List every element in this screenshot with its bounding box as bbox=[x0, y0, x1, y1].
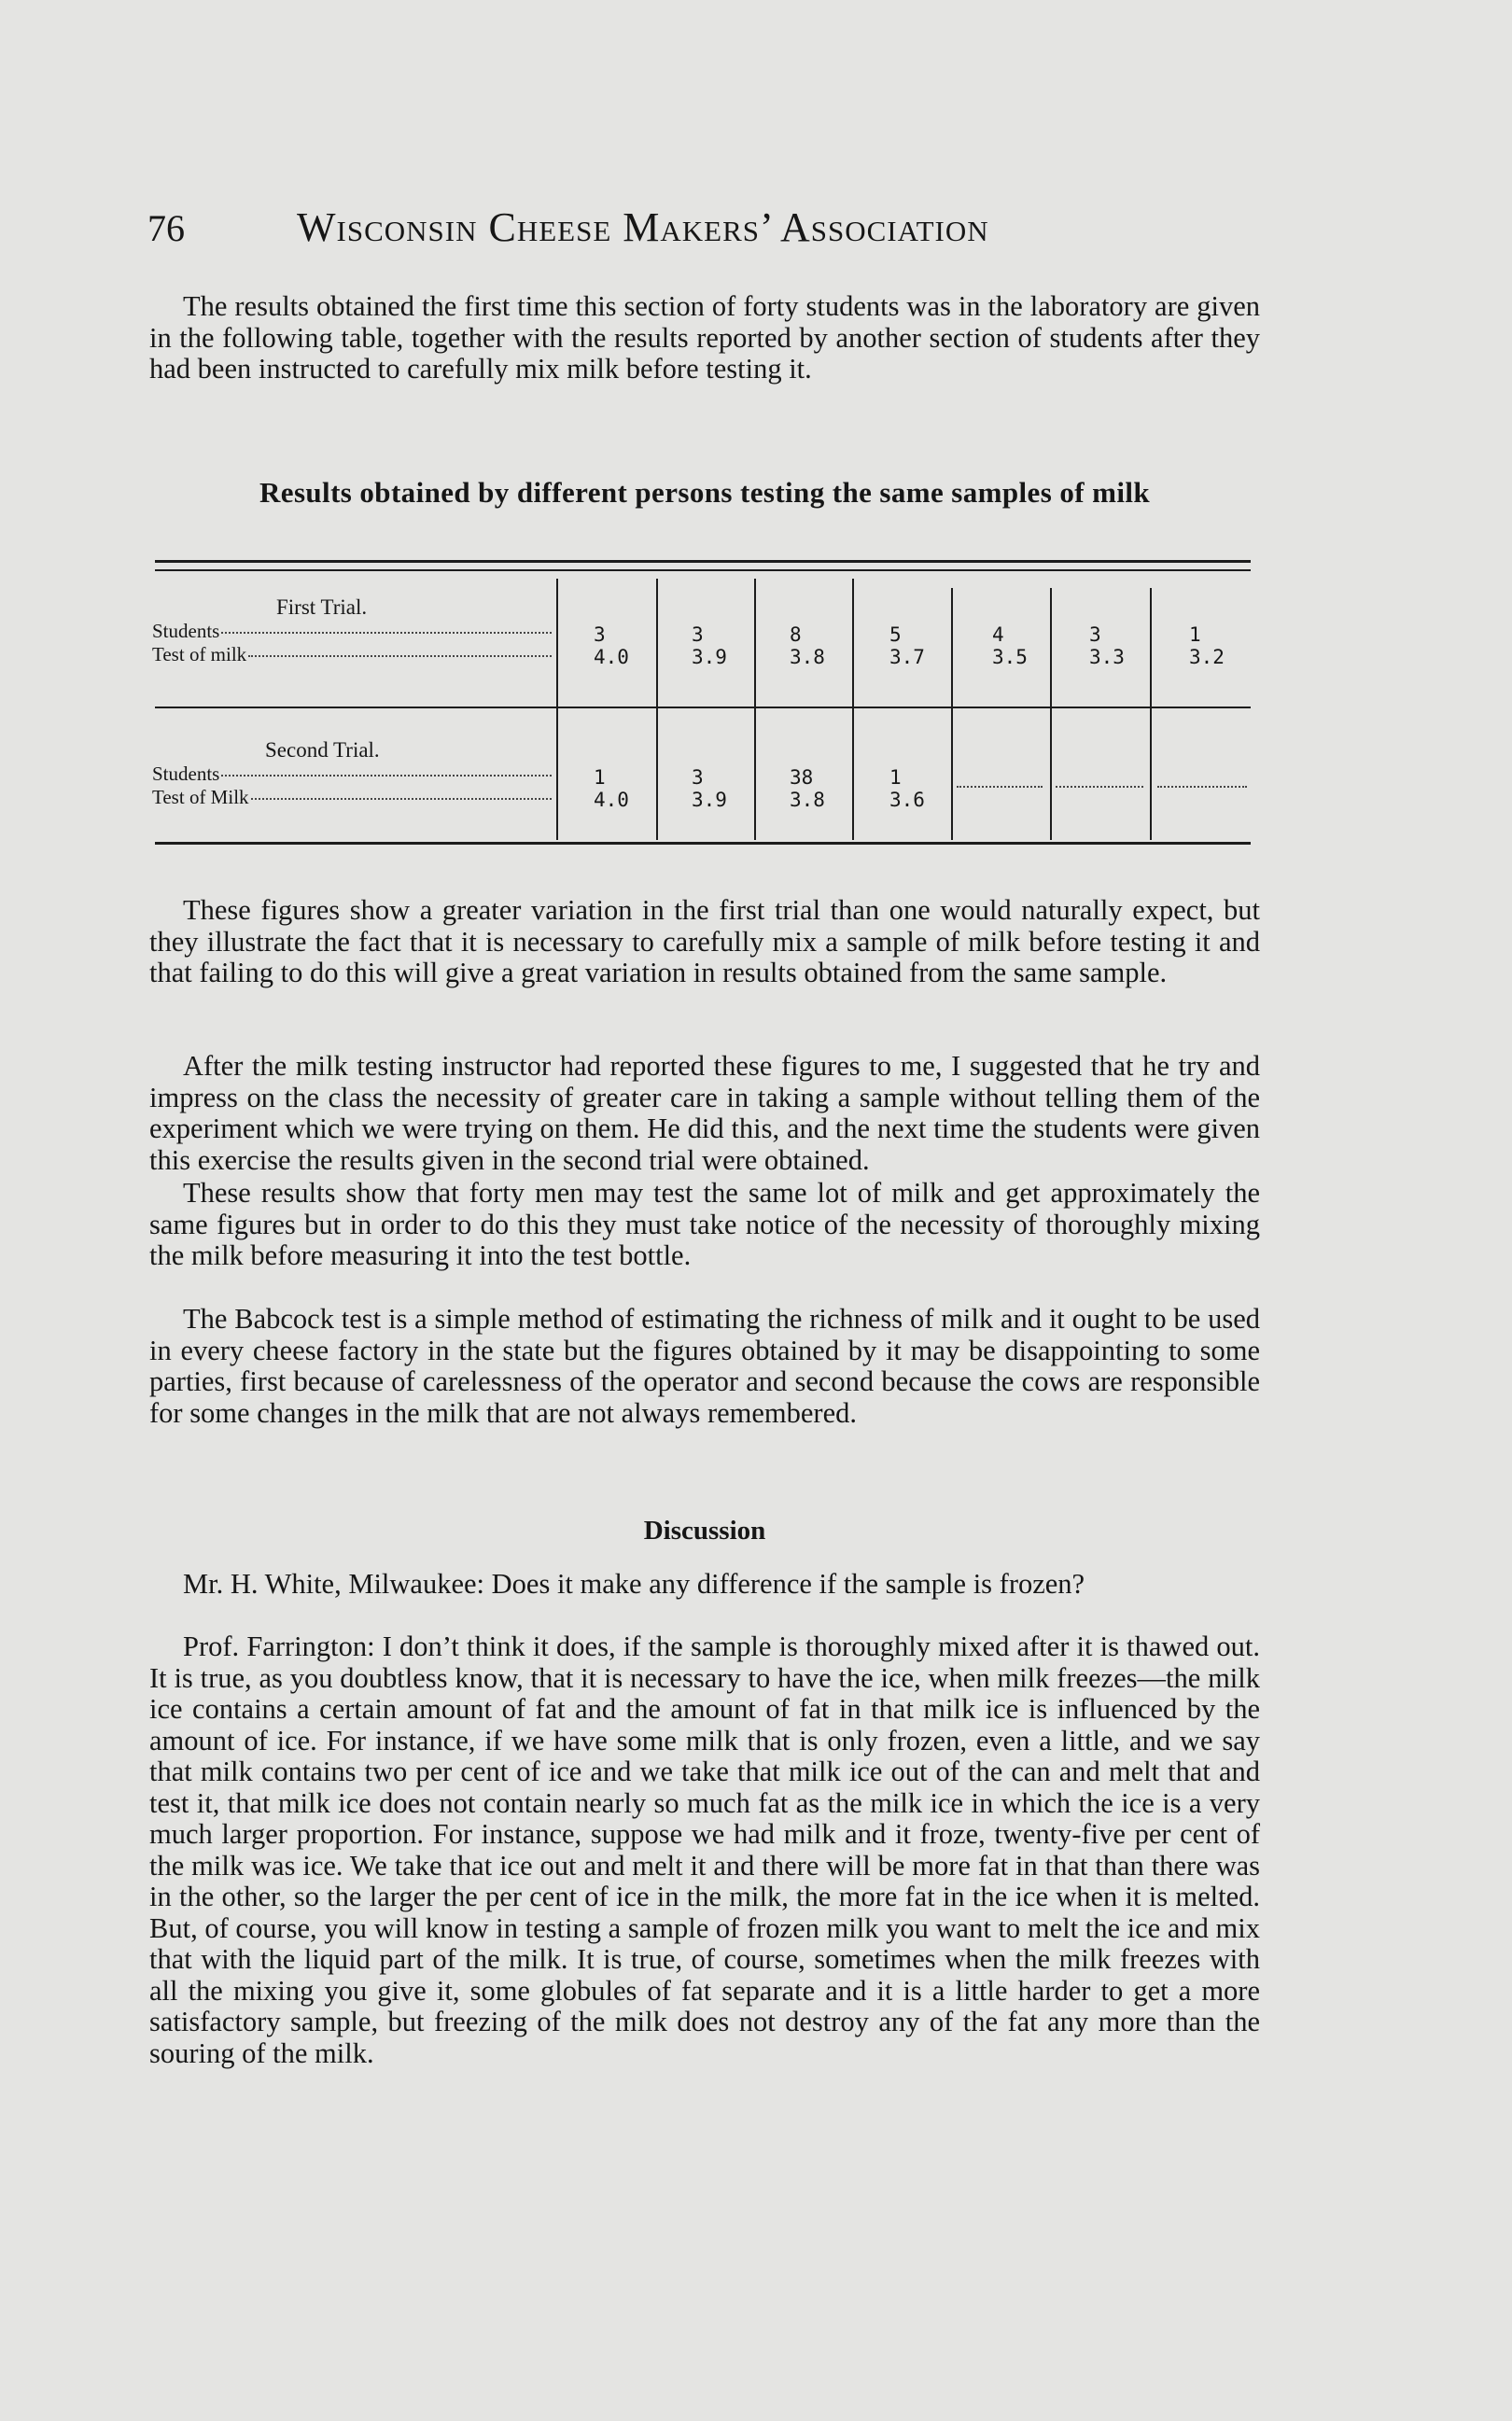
second-trial-label: Second Trial. bbox=[265, 738, 380, 762]
row-label-test bbox=[152, 786, 552, 809]
column-divider bbox=[951, 588, 953, 840]
table-cell: 3.8 bbox=[790, 646, 825, 668]
body-paragraph: These figures show a greater variation in the first trial than one would naturally expect, but they illustrate the fact that it is necessary to carefully mix a sample of milk before testing it and that failing to do this will give a great variation in results obtained from the same sample. bbox=[149, 894, 1260, 988]
running-title: Wisconsin Cheese Makers’ Association bbox=[297, 204, 989, 250]
table-cell: 3.9 bbox=[692, 646, 727, 668]
row-label-text: Test of milk bbox=[152, 643, 247, 665]
table-cell: 4 bbox=[992, 623, 1004, 646]
running-head bbox=[147, 203, 989, 251]
table-top-rule-inner bbox=[155, 569, 1251, 571]
first-trial-label: First Trial. bbox=[276, 595, 368, 619]
column-divider bbox=[656, 579, 658, 840]
discussion-answer: Prof. Farrington: I don’t think it does, if the sample is thoroughly mixed after it is thawed out. It is true, as you doubtless know, that it is necessary to have the ice, when milk freezes—the milk ice contains a certain amount of fat and the amount of fat in that milk ice is influenced by the amount of ice. For instance, if we have some milk that is only frozen, even a little, and we say that milk contains two per cent of ice and we take that milk ice out of the can and melt that and test it, that milk ice does not contain nearly so much fat as the milk ice in which the ice is a very much larger proportion. For instance, suppose we had milk and it froze, twenty-five per cent of the milk was ice. We take that ice out and melt it and there will be more fat in that than there was in the other, so the larger the per cent of ice in the milk, the more fat in the ice when it is melted. But, of course, you will know in testing a sample of frozen milk you want to melt the ice and mix that with the liquid part of the milk. It is true, of course, sometimes when the milk freezes with all the mixing you give it, some globules of fat separate and it is a little harder to get a more satisfactory sample, but freezing of the milk does not destroy any of the fat any more than the souring of the milk. bbox=[149, 1630, 1260, 2069]
table-mid-rule bbox=[155, 707, 1251, 708]
table-cell: 3.9 bbox=[692, 789, 727, 811]
table-cell: 1 bbox=[1189, 623, 1201, 646]
leader-dots bbox=[251, 798, 552, 800]
table-cell: 3.3 bbox=[1089, 646, 1125, 668]
empty-cell-leader bbox=[1056, 786, 1143, 788]
leader-dots bbox=[221, 632, 552, 634]
empty-cell-leader bbox=[1157, 786, 1247, 788]
table-cell: 3 bbox=[692, 623, 704, 646]
body-paragraph: After the milk testing instructor had reported these figures to me, I suggested that he try and impress on the class the necessity of greater care in taking a sample without telling them of the experiment which we were trying on them. He did this, and the next time the students were given this exercise the results given in the second trial were obtained. bbox=[149, 1050, 1260, 1176]
table-bottom-rule bbox=[155, 842, 1251, 845]
table-cell: 4.0 bbox=[594, 646, 629, 668]
table-cell: 5 bbox=[889, 623, 902, 646]
discussion-heading: Discussion bbox=[643, 1516, 766, 1546]
table-cell: 3 bbox=[594, 623, 606, 646]
column-divider bbox=[1150, 588, 1152, 840]
column-divider bbox=[1050, 588, 1052, 840]
leader-dots bbox=[221, 775, 552, 777]
leader-dots bbox=[248, 655, 552, 657]
table-cell: 3 bbox=[692, 766, 704, 789]
column-divider bbox=[754, 579, 756, 840]
discussion-question: Mr. H. White, Milwaukee: Does it make any difference if the sample is frozen? bbox=[183, 1568, 1085, 1600]
table-top-rule bbox=[155, 560, 1251, 563]
intro-paragraph: The results obtained the first time this section of forty students was in the laboratory are given in the following table, together with the results reported by another section of students after they had been instructed to carefully mix milk before testing it. bbox=[149, 290, 1260, 385]
column-divider bbox=[852, 579, 854, 840]
table-cell: 4.0 bbox=[594, 789, 629, 811]
row-label-students bbox=[152, 763, 552, 786]
table-cell: 38 bbox=[790, 766, 814, 789]
table-cell: 3.8 bbox=[790, 789, 825, 811]
table-cell: 8 bbox=[790, 623, 802, 646]
table-cell: 1 bbox=[594, 766, 606, 789]
body-paragraph: These results show that forty men may test the same lot of milk and get approximately the same figures but in order to do this they must take notice of the necessity of thoroughly mixing the milk before measuring it into the test bottle. bbox=[149, 1177, 1260, 1271]
table-cell: 1 bbox=[889, 766, 902, 789]
column-divider bbox=[556, 579, 558, 840]
row-label-students bbox=[152, 620, 552, 643]
table-cell: 3.6 bbox=[889, 789, 925, 811]
row-label-test bbox=[152, 643, 552, 666]
empty-cell-leader bbox=[957, 786, 1043, 788]
body-paragraph: The Babcock test is a simple method of estimating the richness of milk and it ought to be used in every cheese factory in the state but the figures obtained by it may be disappointing to some parties, first because of carelessness of the operator and second because the cows are responsible for some changes in the milk that are not always remembered. bbox=[149, 1303, 1260, 1429]
table-cell: 3.2 bbox=[1189, 646, 1225, 668]
row-label-text: Test of Milk bbox=[152, 786, 249, 808]
page-number: 76 bbox=[147, 207, 185, 249]
table-cell: 3.7 bbox=[889, 646, 925, 668]
row-label-text: Students bbox=[152, 763, 220, 785]
table-cell: 3.5 bbox=[992, 646, 1028, 668]
table-cell: 3 bbox=[1089, 623, 1101, 646]
row-label-text: Students bbox=[152, 620, 220, 642]
table-title: Results obtained by different persons testing the same samples of milk bbox=[259, 476, 1150, 509]
